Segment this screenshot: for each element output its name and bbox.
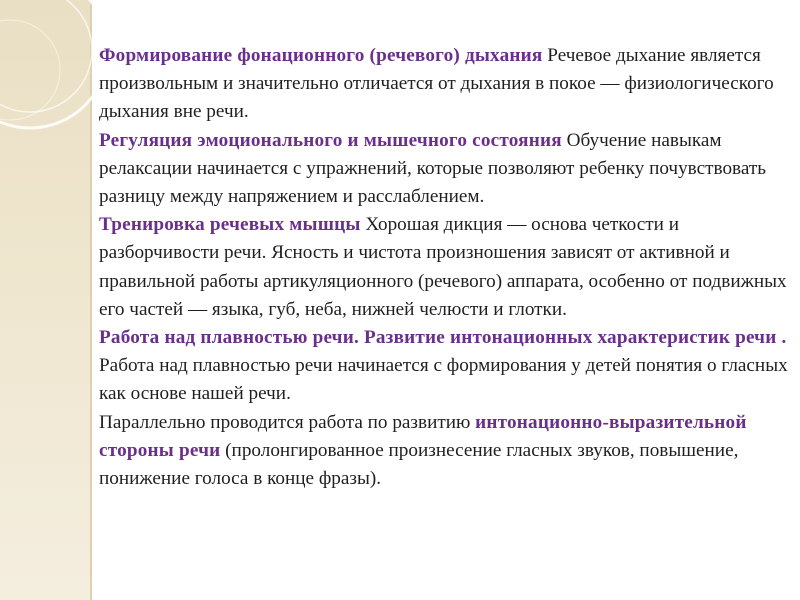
paragraph-speech-muscles [99,211,789,324]
text-speech-muscles: Хорошая дикция — основа четкости и разборчивости речи. Ясность и чистота произношения зависят от активной и правильной работы артикуляционного (речевого) аппарата, особенно от подвижных его частей — языка, губ, неба, нижней челюсти и глотки. [99,214,787,320]
text-speech-fluency: Работа над плавностью речи начинается с формирования у детей понятия о гласных как основе нашей речи. [99,355,788,405]
heading-speech-muscles: Тренировка речевых мышцы [99,214,361,236]
text-emotional-regulation: Обучение навыкам релаксации начинается с упражнений, которые позволяют ребенку почувствовать разницу между напряжением и расслаблением. [99,129,767,208]
paragraph-speech-fluency [99,324,789,493]
text-intonation-intro: Параллельно проводится работа по развитию [99,411,476,433]
paragraph-emotional-regulation [99,127,789,212]
heading-emotional-regulation: Регуляция эмоционального и мышечного состояния [99,129,562,151]
text-phonation-breathing: Речевое дыхание является произвольным и значительно отличается от дыхания в покое — физиологического дыхания вне речи. [99,45,774,123]
slide-body [99,42,789,493]
text-intonation-details: (пролонгированное произнесение гласных звуков, повышение, понижение голоса в конце фразы). [99,439,739,490]
heading-speech-fluency: Работа над плавностью речи. Развитие интонационных характеристик речи . [99,327,787,349]
heading-intonation-expressive: интонационно-выразительной стороны речи [99,411,747,461]
paragraph-phonation-breathing [99,42,789,127]
heading-phonation-breathing: Формирование фонационного (речевого) дыхания [99,45,543,66]
